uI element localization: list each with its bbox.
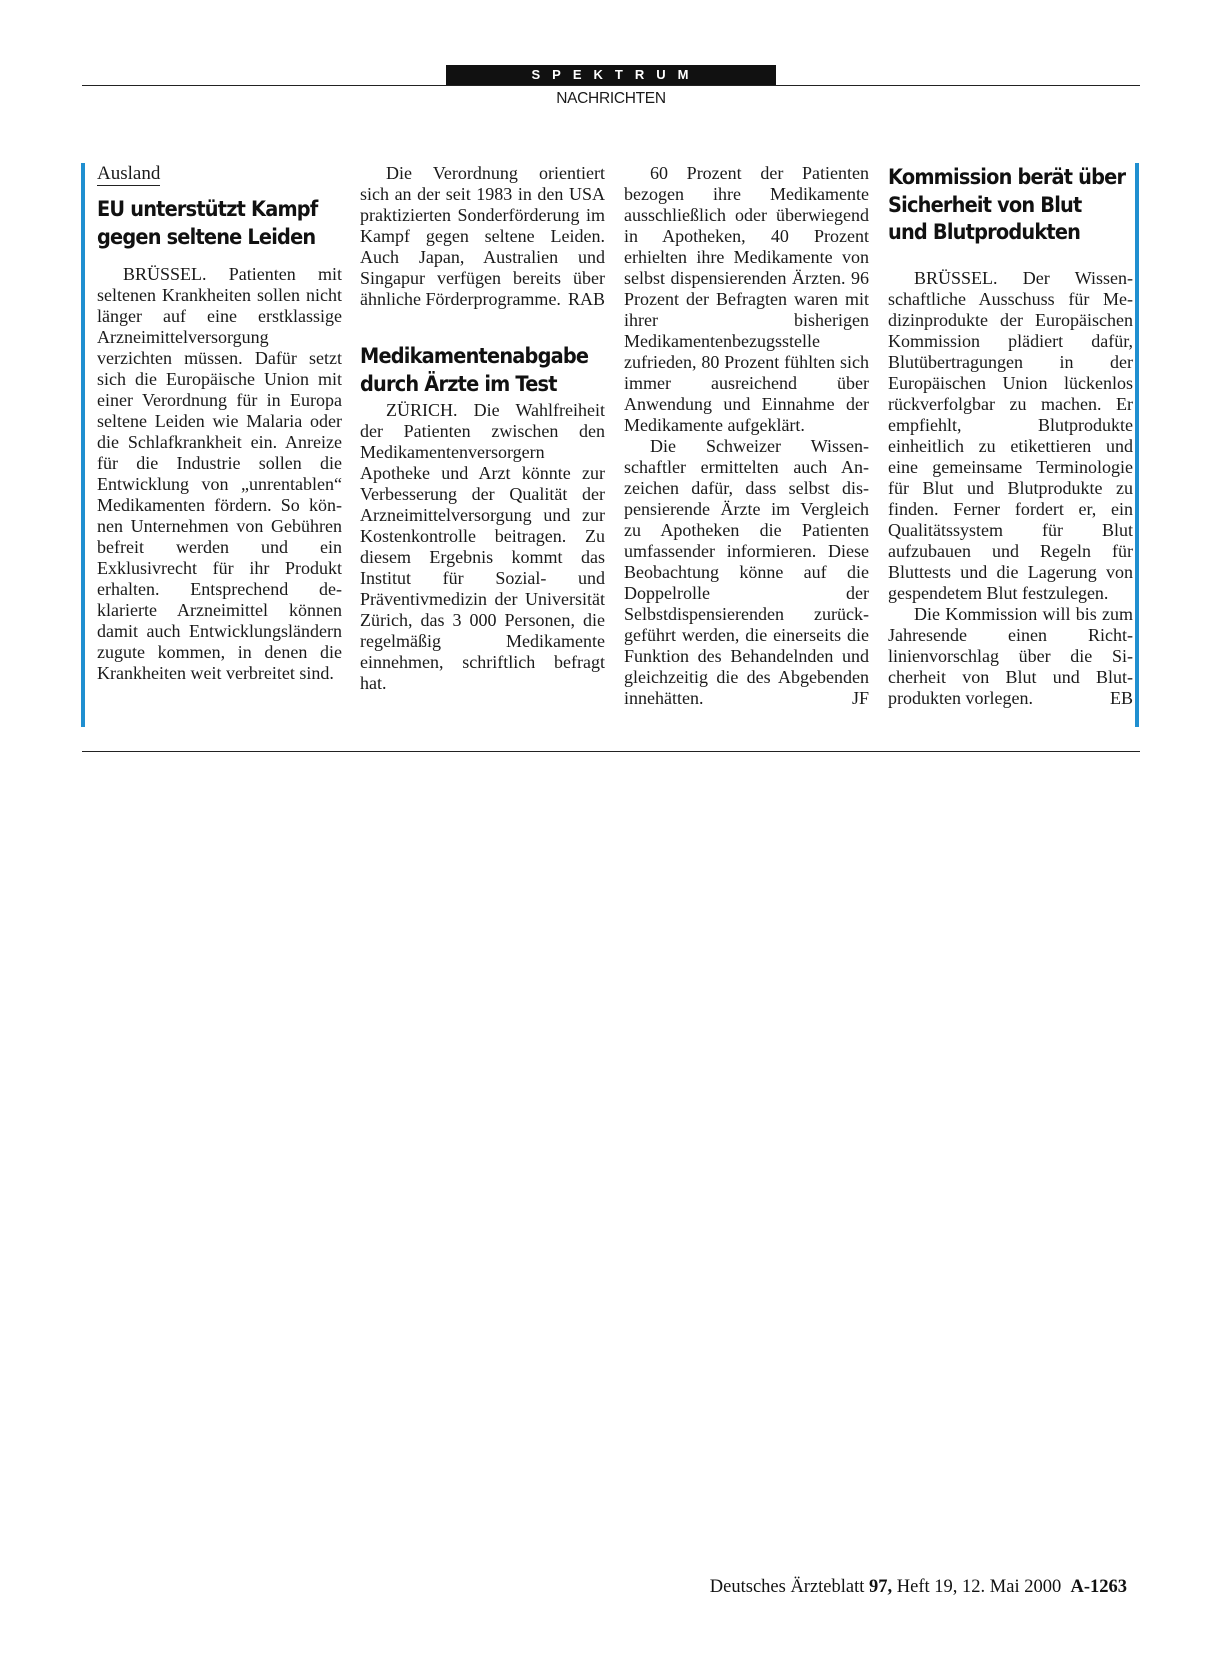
article3-headline bbox=[888, 164, 1140, 247]
subsection-title: NACHRICHTEN bbox=[556, 90, 666, 107]
article2-paragraph-2: 60 Prozent der Patienten bezogen ihre Medikamente ausschließlich oder überwiegend in Apotheken, 40 Prozent erhielten ihre Medikamente von selbst dispensierenden Ärzten. 96 Prozent der Befragten waren mit ihrer bisherigen Medikamentenbezugsstelle zufrieden, 80 Prozent fühlten sich immer ausreichend über Anwendung und Einnahme der Medikamente aufgeklärt. bbox=[624, 163, 869, 435]
footer-journal: Deutsches Ärzteblatt bbox=[709, 1577, 865, 1597]
article1-kicker: Ausland bbox=[97, 163, 161, 184]
article2-headline-line-1: Medikamentenabgabe bbox=[360, 344, 589, 369]
column-4 bbox=[888, 163, 1133, 709]
footer-issue: Heft 19, 12. Mai 2000 bbox=[896, 1577, 1062, 1597]
article3-headline-line-1: Kommission berät über bbox=[888, 165, 1126, 190]
bottom-rule bbox=[82, 751, 1140, 752]
article3-headline-line-2: Sicherheit von Blut bbox=[888, 192, 1082, 218]
article2-signature: JF bbox=[851, 688, 869, 708]
article3-paragraph-1: BRÜSSEL. Der Wissenschaftliche Ausschuss für Medizinprodukte der Europäischen Kommission plädiert dafür, Blutübertragungen in der Europäischen Union lückenlos rückverfolgbar zu machen. Er empfiehlt, Blutprodukte einheitlich zu etikettieren und eine gemeinsame Terminologie für Blut und Blutprodukte zu finden. Ferner fordert er, ein Qualitätssystem für Blut aufzubauen und Regeln für Bluttests und die Lagerung von gespendetem Blut festzulegen. bbox=[888, 267, 1133, 603]
article1-paragraph-1: BRÜSSEL. Patienten mit seltenen Krankheiten sollen nicht länger auf eine erstklassige Arzneimittelversorgung verzichten müssen. Dafür setzt sich die Europäische Union mit einer Verordnung für in Europa seltene Leiden wie Malaria oder die Schlafkrankheit ein. Anreize für die Industrie sollen die Entwicklung von „unrentablen“ Medikamenten fördern. So können Unternehmen von Gebühren befreit werden und ein Exklusivrecht für ihr Produkt erhalten. Entsprechend deklarierte Arzneimittel können damit auch Entwicklungsländern zugute kommen, in denen die Krankheiten weit verbreitet sind. bbox=[97, 264, 342, 683]
article1-paragraph-2 bbox=[360, 163, 605, 310]
article1-headline-line-1: EU unterstützt Kampf bbox=[97, 197, 318, 222]
footer-page-number: A-1263 bbox=[1070, 1577, 1127, 1597]
footer-volume: 97, bbox=[869, 1577, 893, 1597]
section-title: SPEKTRUM bbox=[446, 65, 776, 85]
article3-paragraph-2 bbox=[888, 604, 1133, 709]
article3-paragraph-2-text: Die Kommission will bis zum Jahresende einen Richtlinienvorschlag über die Sicherheit von Blut und Blutprodukten vorlegen. bbox=[888, 603, 1133, 708]
article1-headline bbox=[97, 196, 349, 251]
article2-paragraph-1: ZÜRICH. Die Wahlfreiheit der Patienten zwischen den Medikamentenversorgern Apotheke und Arzt könnte zur Verbesserung der Qualität der Arzneimittelversorgung und zur Kostenkontrolle beitragen. Zu diesem Ergebnis kommt das Institut für Sozial- und Präventivmedizin der Universität Zürich, das 3 000 Personen, die regelmäßig Medikamente einnehmen, schriftlich befragt hat. bbox=[360, 400, 605, 693]
article3-headline-line-3: und Blutprodukten bbox=[888, 220, 1081, 245]
article1-headline-line-2: gegen seltene Leiden bbox=[97, 224, 316, 250]
article3-signature: EB bbox=[1109, 687, 1133, 708]
article1-signature: RAB bbox=[567, 289, 605, 309]
accent-bar-right bbox=[1135, 163, 1139, 727]
accent-bar-left bbox=[81, 163, 85, 727]
article2-headline-line-2: durch Ärzte im Test bbox=[360, 371, 557, 397]
column-3 bbox=[624, 163, 869, 709]
column-1 bbox=[97, 163, 342, 684]
article2-paragraph-3 bbox=[624, 436, 869, 709]
article1-paragraph-2-text: Die Verordnung orientiert sich an der seit 1983 in den USA praktizierten Sonderförderung im Kampf gegen seltene Leiden. Auch Japan, Australien und Singapur verfügen bereits über ähnliche Förderprogramme. bbox=[360, 163, 605, 309]
header-rule bbox=[82, 85, 1140, 86]
page-footer bbox=[710, 1577, 1127, 1598]
article2-headline bbox=[360, 343, 612, 398]
article2-paragraph-3-text: Die Schweizer Wissenschaftler ermittelten auch Anzeichen dafür, dass selbst dispensierende Ärzte im Vergleich zu Apotheken die Patienten umfassender informieren. Diese Beobachtung könne auf die Doppelrolle der Selbstdispensierenden zurückgeführt werden, die einerseits die Funktion des Behandelnden und gleichzeitig die des Abgebenden innehätten. bbox=[624, 436, 869, 708]
column-2 bbox=[360, 163, 605, 694]
